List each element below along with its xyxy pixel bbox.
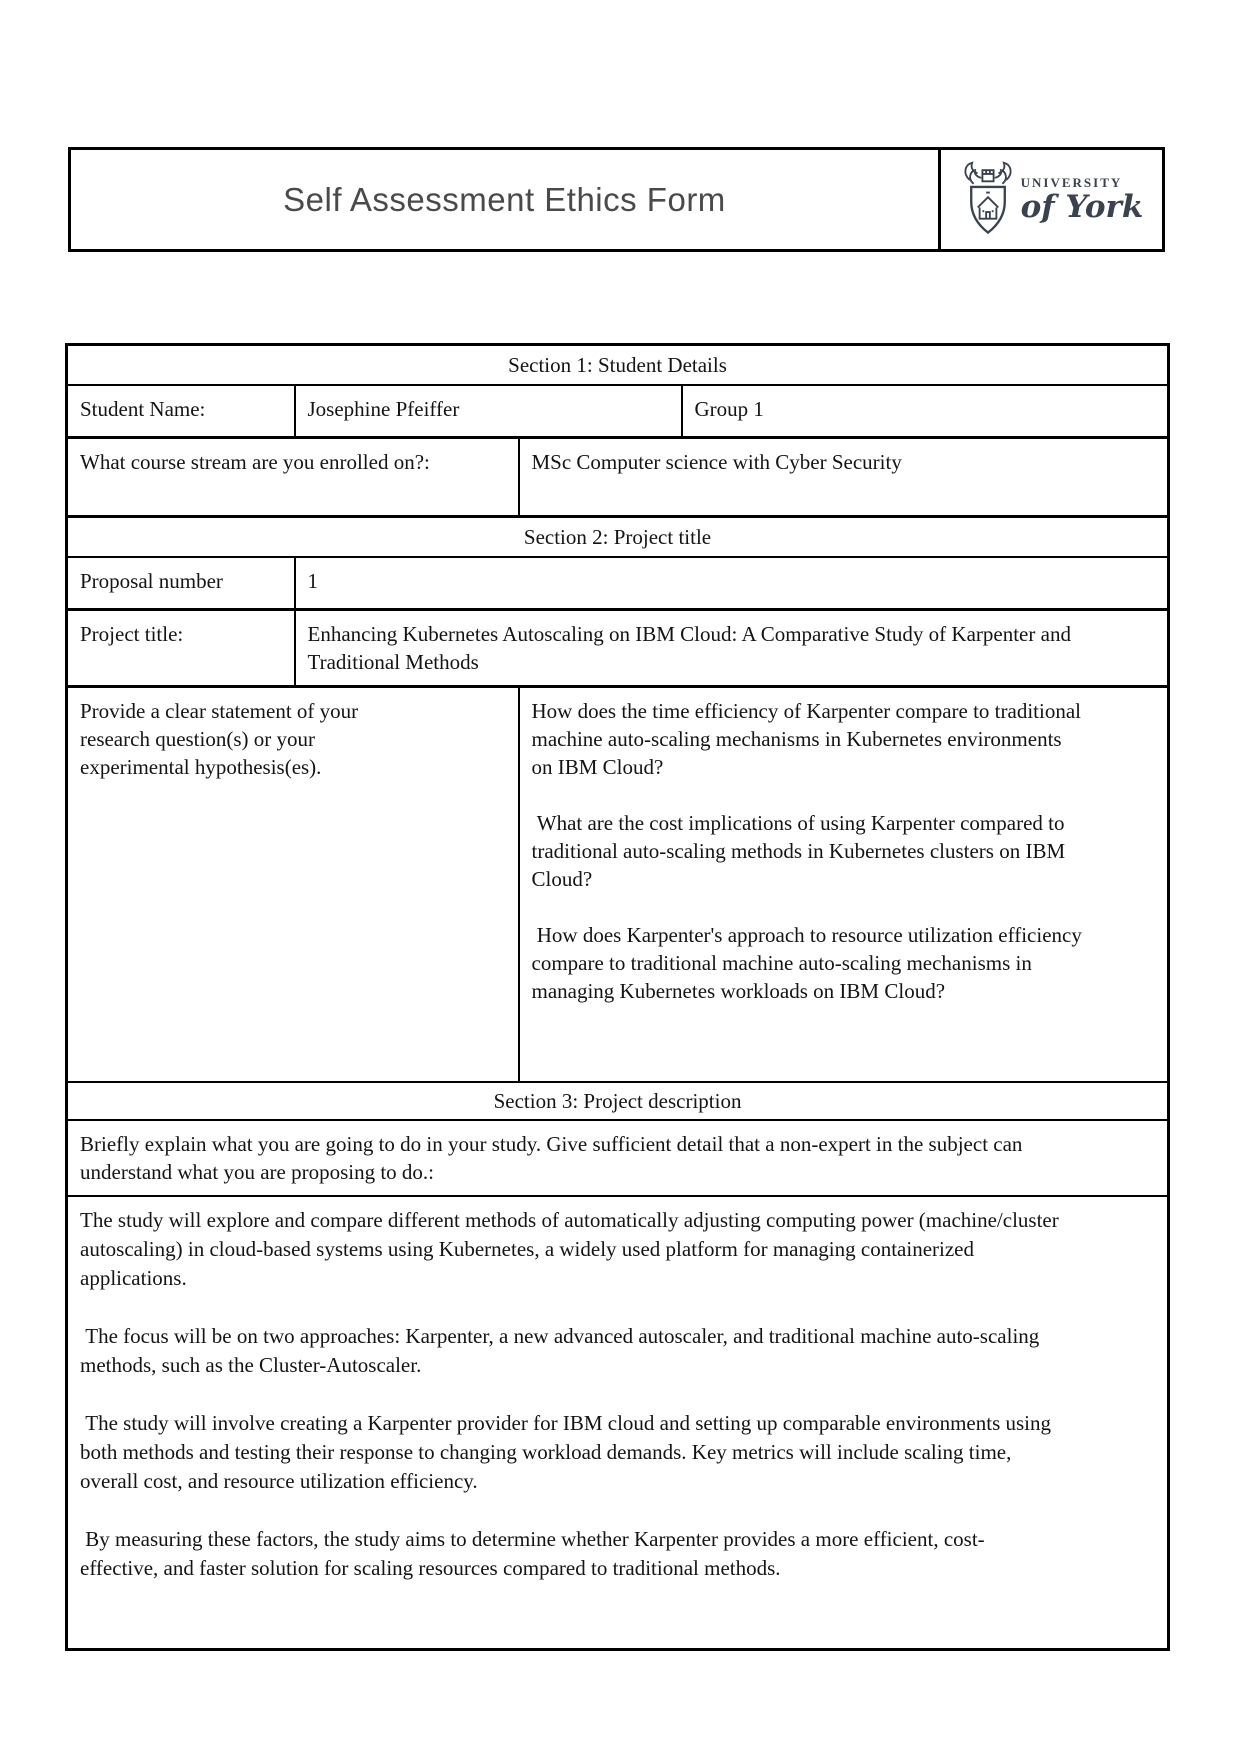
logo-university-text: UNIVERSITY xyxy=(1020,175,1123,191)
form-header xyxy=(68,147,1165,252)
form-title: Self Assessment Ethics Form xyxy=(283,180,726,218)
project-title-value xyxy=(295,610,1169,687)
proposal-number-value: 1 xyxy=(295,557,1169,610)
description-prompt xyxy=(67,1120,1169,1196)
research-question-2: What are the cost implications of using Karpenter compared to traditional auto-scaling methods in Kubernetes clusters on IBM Cloud? xyxy=(531,811,1071,891)
section1-header: Section 1: Student Details xyxy=(67,345,1169,386)
university-logo xyxy=(938,150,1162,249)
research-questions-cell xyxy=(519,687,1169,1083)
research-question-label xyxy=(67,687,519,1083)
project-title-label: Project title: xyxy=(67,610,295,687)
group-value: Group 1 xyxy=(682,385,1169,438)
university-crest-icon xyxy=(960,159,1016,241)
research-question-1: How does the time efficiency of Karpenter compare to traditional machine auto-scaling mechanisms in Kubernetes environments on IBM Cloud? xyxy=(531,699,1087,779)
research-question-3: How does Karpenter's approach to resource utilization efficiency compare to traditional machine auto-scaling mechanisms in managing Kubernetes workloads on IBM Cloud? xyxy=(531,923,1088,1003)
course-stream-label-text: What course stream are you enrolled on?: xyxy=(80,450,430,474)
ethics-form-table xyxy=(65,343,1170,1651)
student-name-label: Student Name: xyxy=(67,385,295,438)
research-question-label-text: Provide a clear statement of your research question(s) or your experimental hypothesis(es). xyxy=(80,699,359,779)
description-cell xyxy=(67,1196,1169,1650)
description-paragraph-4: By measuring these factors, the study aims to determine whether Karpenter provides a more efficient, cost-effective, and faster solution for scaling resources compared to traditional methods. xyxy=(80,1527,985,1580)
course-stream-label xyxy=(67,438,519,517)
section2-header: Section 2: Project title xyxy=(67,517,1169,558)
project-title-text: Enhancing Kubernetes Autoscaling on IBM Cloud: A Comparative Study of Karpenter and Traditional Methods xyxy=(307,622,1071,674)
description-prompt-text: Briefly explain what you are going to do in your study. Give sufficient detail that a non-expert in the subject can understand what you are proposing to do.: xyxy=(80,1132,1023,1184)
description-paragraph-1: The study will explore and compare different methods of automatically adjusting computing power (machine/cluster autoscaling) in cloud-based systems using Kubernetes, a widely used platform for managing containerized applications. xyxy=(80,1208,1064,1290)
student-name-value: Josephine Pfeiffer xyxy=(295,385,682,438)
description-paragraph-2: The focus will be on two approaches: Karpenter, a new advanced autoscaler, and traditional machine auto-scaling methods, such as the Cluster-Autoscaler. xyxy=(80,1324,1045,1377)
course-stream-value: MSc Computer science with Cyber Security xyxy=(519,438,1169,517)
proposal-number-label: Proposal number xyxy=(67,557,295,610)
university-logo-text xyxy=(1020,175,1144,225)
logo-of-york-text: of York xyxy=(1020,188,1144,225)
form-title-cell xyxy=(71,150,938,249)
section3-header: Section 3: Project description xyxy=(67,1082,1169,1120)
description-paragraph-3: The study will involve creating a Karpenter provider for IBM cloud and setting up comparable environments using both methods and testing their response to changing workload demands. Key metrics will include scaling time, overall cost, and resource utilization efficiency. xyxy=(80,1411,1057,1493)
